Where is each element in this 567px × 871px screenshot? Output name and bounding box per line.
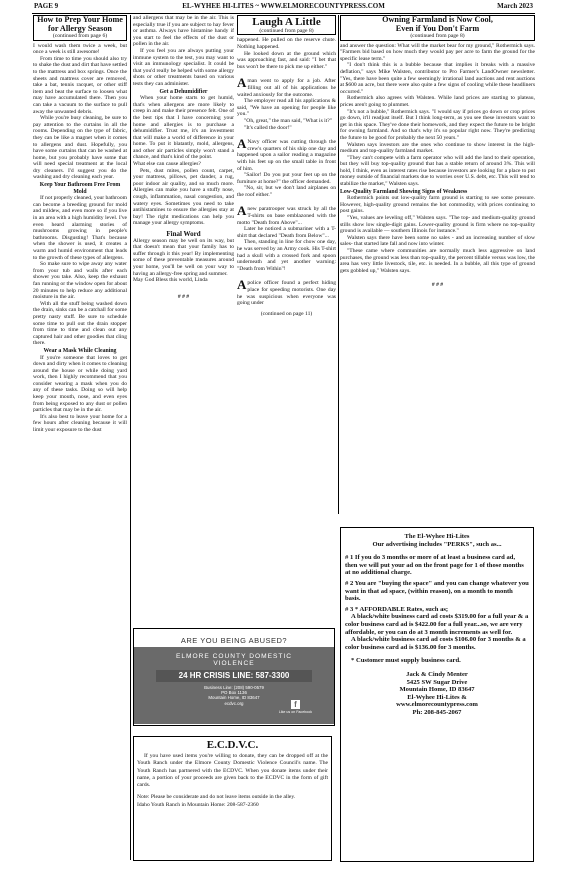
paragraph: If you feel you are always putting your immune system to the test, you may want to visit an immunology specialist. It could be that you'd really be helped with some allergy shots or other treatments based on various tests they can administer. [133, 47, 234, 87]
perks-title: The El-Wyhee Hi-Lites [404, 533, 470, 540]
paragraph: "Yes, values are leveling off," Walsten says. "The top- and medium-quality ground stills show low single-digit gains. Lower-quality ground is firm where no top-quality ground is available — southern Illinois for instance." [340, 215, 535, 235]
laugh-article [237, 15, 336, 615]
paragraph: I would wash them twice a week, but once a week is still awesome! [33, 42, 127, 56]
paragraph: He looked down at the ground which was approaching fast, and said: "I bet that bus won't be there to pick me up either." [237, 50, 336, 70]
paragraph: happened. He pulled on the reserve chute. Nothing happened. [237, 37, 336, 50]
facebook-label: Like us on Facebook [278, 710, 312, 714]
perk-item: # 2 You are "buying the space" and you can change whatever you want in that ad space, (within reason), on a month to month basis. [345, 579, 529, 603]
farmland-title-line2: Even if You Don't Farm [395, 23, 480, 33]
paragraph: If not properly cleaned, your bathroom can become a breeding ground for mold and mildew, and even more so if you live in an area with a high humidity level. I've even heard alarming stories of mushrooms growing in people's bathrooms. Disgusting! That's because when the shower is used, it creates a warm and humid environment that leads to the growth of these types of allergens. [33, 195, 127, 261]
paragraph: So make sure to wipe away any water from your tub and walls after each shower you take. Also, keep the exhaust fan running or the window open for about 20 minutes to help reduce any additional moisture in the air. [33, 261, 127, 301]
paragraph: and allergens that may be in the air. This is especially true if you are subject to hay fever or asthma. Always have histamine handy if you start to feel the effects of the dust or pollen in the air. [133, 15, 234, 48]
crisis-hotline: 24 HR CRISIS LINE: 587-3300 [156, 670, 312, 682]
contact-street: 5425 SW Sugar Drive [406, 678, 468, 686]
website: ecdvc.org [224, 700, 244, 706]
paragraph: Later he noticed a submariner with a T-shirt that declared "Death from Below"... [237, 226, 336, 239]
subheading: Final Word [166, 230, 201, 238]
paragraph: "Oh, great," the man said, "What is it?" [244, 117, 333, 124]
perks-box [340, 527, 534, 862]
perk-note: * Customer must supply business card. [351, 657, 461, 665]
abuse-ad-panel [134, 647, 334, 724]
paragraph: What else can cause allergies? [133, 161, 201, 168]
column-divider [130, 15, 131, 860]
farmland-title-box [340, 15, 535, 41]
contact-city: Mountain Home, ID 83647 [399, 686, 475, 694]
paragraph: Idaho Youth Ranch in Mountain Home: 208-587-2360 [137, 801, 259, 808]
paragraph: The employer read all his applications & said, "We have an opening for people like you." [237, 98, 336, 118]
facebook-icon: f [291, 700, 300, 709]
paragraph: "These came where communities are normally much less aggressive on land purchases, the ground was less than top-quality, the percent tillable versus was low, the area has very little livestock, tile, etc. is needed. In a bubble, all this type of ground gets gobbled up," Walsten says. [340, 248, 535, 274]
subheading: Wear a Mask While Cleaning [43, 347, 117, 354]
joke: A Navy officer was cutting through the crew's quarters of his ship one day and happened upon a sailor reading a magazine with his feet up on the small table in front of him. [237, 136, 336, 172]
allergy-title: How to Prep Your Home for Allergy Season [37, 15, 123, 33]
po-box: PO Box 1136 [221, 690, 247, 696]
perk-item: # 1 If you do 3 months or more of at least a business card ad, then we will put your ad on the front page for 1 of those months at no additional charge. [345, 554, 524, 577]
paragraph: Walsten says there have been some no sales - and an increasing number of slow sales- that started late fall and now into winter. [340, 234, 535, 248]
laugh-title-box [237, 15, 336, 35]
allergy-article-col1 [33, 15, 127, 862]
paragraph: If you're someone that loves to get down and dirty when it comes to cleaning around the house or while doing yard work, then I highly recommend that you consider wearing a mask when you do any of these tasks. Doing so will help keep your mouth, nose, and even eyes from being exposed to any dust or pollen particles that may be in the air. [33, 354, 127, 414]
laugh-title: Laugh A Little [252, 16, 321, 28]
publication-banner: EL-WYHEE HI-LITES ~ WWW.ELMORECOUNTYPRESS.COM [182, 2, 385, 10]
paragraph: "It's not a bubble," Rothermich says. "I would say if prices go down or crop prices go down, it'll readjust itself. But I think long-term, as you see these investors want to get in this space. They've done their homework, and they expect the future to be bright for owning farmland. And so that's why it's so popular right now. They're predicting the future to be good for probably the next 50 years." [340, 108, 535, 141]
column-divider [338, 15, 339, 514]
page-header [0, 0, 567, 13]
paragraph: "I don't think this is a bubble because that implies it breaks with a massive deflation," says Mike Walsten, contributor to Pro Farmer's LandOwner newsletter. "Yes, there have been quite a few seemingly irrational land auctions and rent auctions at $600 an acre, but there were also quite a few signs of cooling while these headliners occurred." [340, 62, 535, 95]
facebook-block [279, 700, 312, 714]
subheading: Keep Your Bathroom Free From Mold [39, 182, 121, 195]
contact-phone: Ph: 208-845-2067 [412, 708, 462, 716]
page-number: PAGE 9 [34, 2, 59, 10]
paragraph: From time to time you should also try to shake the dust and dirt that have settled to the mattress and box springs. Once the sheets and mattress cover are removed, take a bat, tennis racquet, or other stiff item and beat the surface to loosen what may have accumulated there. Then you can take a vacuum to the surface to pull away the unwanted debris. [33, 55, 127, 115]
paragraph: Rothermich also agrees with Walsten. While land prices are starting to plateau, prices aren't going to plummet. [340, 95, 535, 108]
contact-website: www.elmorecountypress.com [396, 701, 478, 709]
contact-info [345, 671, 529, 717]
ecdvc-box [133, 736, 332, 861]
farmland-article [340, 15, 535, 515]
paragraph: "It's called the door!" [244, 124, 292, 131]
paragraph: Pets, dust mites, pollen count, carpet, your mattress, pillows, pet dander, a rug, poor indoor air quality, and so much more. Allergies can make you have a stuffy nose, cough, inflammation, nasal congestion, and watery eyes. Sometimes you need to take antihistamines to ensure the allergies stay at bay! The right medications can help you manage your allergy symptoms. [133, 167, 234, 227]
joke: A police officer found a perfect hiding place for speeding motorists. One day he was suspicious when everyone was going under [237, 277, 336, 307]
paragraph: If you have used items you're willing to donate, they can be dropped off at the Youth Ranch under the Elmore County Domestic Violence Council's name. The Youth Ranch has partnered with the ECDVC. When you donate items under their name, a portion of your proceeds are given back to the ECDVC in the form of gift cards. [137, 753, 328, 789]
paragraph: Walsten says investors are the ones who continue to show interest in the high-medium and top-quality farmland market. [340, 141, 535, 155]
paragraph: When your home starts to get humid, that's when allergens are more likely to creep in and make their presence felt. One of the best tips that I have concerning your home and allergies is to purchase a dehumidifier. Trust me, it's an investment that will make a world of difference in your home. To put it blatantly, mold, allergens, and other air particles simply won't stand a chance, and that's kind of the point. [133, 95, 234, 161]
allergy-article-col2 [133, 15, 234, 615]
paragraph: "They can't compete with a farm operator who will add the land to their operation, but they will buy top-quality ground that has a stable return of around 3%. This will hold, I think, even as interest rates rise because investors are looking for a place to put money outside of financial markets due to worries over U.S. debt, etc. This will tend to stabilize the market," Walsten says. [340, 154, 535, 188]
contact-names: Jack & Cindy Menter [406, 670, 468, 678]
header-rule [32, 13, 535, 14]
org-name-line1: ELMORE COUNTY DOMESTIC [175, 653, 293, 660]
laugh-continued: (continued from page 8) [259, 28, 314, 34]
paragraph: It's also best to leave your home for a few hours after cleaning because it will limit your exposure to the dust [33, 413, 127, 434]
paragraph: Note: Please be considerate and do not leave items outside in the alley. [137, 794, 296, 801]
perk-item: # 3 * AFFORDABLE Rates, such as; [345, 605, 449, 613]
subheading: Get a Dehumidifier [159, 88, 208, 95]
allergy-title-box [33, 15, 127, 41]
signoff: May God Bless this world, Linda [133, 277, 208, 284]
paragraph: "No, sir, but we don't land airplanes on the roof either." [237, 185, 336, 198]
end-marker: # # # [177, 293, 190, 300]
perks-subtitle: Our advertising includes "PERKS", such as... [372, 540, 502, 548]
joke: A new paratrooper was struck by all the T-shirts on base emblazoned with the motto "Death from Above"... [237, 203, 336, 226]
abuse-ad [133, 628, 335, 726]
end-marker: # # # [431, 282, 444, 289]
joke: A man went to apply for a job. After filling out all of his applications he waited anxiously for the outcome. [237, 75, 336, 98]
farmland-continued: (continued from page 8) [410, 33, 465, 40]
paragraph: "Sailor! Do you put your feet up on the furniture at home?" the officer demanded. [237, 172, 336, 185]
paragraph: While you're busy cleaning, be sure to pay attention to the curtains in all the rooms. Depending on the type of fabric, they can be like a magnet when it comes to allergens and dust. Hopefully, you have some curtains that can be washed at home, but you probably have some that will need special treatment at the local dry cleaners. I'd suggest you do the washing and dry cleaning each year. [33, 115, 127, 181]
abuse-question: ARE YOU BEING ABUSED? [180, 636, 288, 645]
city-state: Mountain Home, ID 83647 [208, 695, 260, 701]
paragraph: Allergy season may be well on its way, but that doesn't mean that your family has to suffer through it this year! By implementing some of these preventable measures around your home, you'll be well on your way to having an allergy-free spring and summer. [133, 237, 234, 277]
laugh-continued-on: (continued on page 11) [260, 310, 313, 317]
farmland-title-line1: Owning Farmland is Now Cool, [382, 15, 493, 24]
paragraph: and answer the question: What will the market bear for my ground," Rothermich says. "Farmers bid based on how much they would pay per acre to farm the ground for the specific lease term." [340, 42, 535, 62]
subheading: Low-Quality Farmland Showing Signs of Weakness [340, 188, 468, 195]
allergy-continued: (continued from page 6) [52, 33, 108, 40]
issue-date: March 2023 [497, 2, 533, 10]
paragraph: With all the stuff being washed down the drain, sinks can be a catchall for some pretty nasty stuff. Be sure to schedule some time to pull out the drain stopper from time to time and clean out any captured hair and other goodies that cling there. [33, 300, 127, 347]
contact-pub: El-Wyhee Hi-Lites & [407, 693, 467, 701]
perk-item: A black/white business card ad costs $106.00 for 3 months & a color business card ad is $136.00 for 3 months. [345, 636, 526, 651]
org-name-line2: VIOLENCE [213, 660, 255, 667]
paragraph: Rothermich points out low-quality farm ground is starting to see some pressure. However, high-quality ground remains the hot commodity, with prices continuing to post gains. [340, 195, 535, 215]
perk-item: A black/white business card ad costs $319.00 for a full year & a color business card ad is $422.00 for a full year...so, we are very affordable, or you can do at 3 month increments as well for. [345, 613, 529, 636]
business-line: Business Line: (208) 590-0579 [204, 685, 264, 690]
ecdvc-title: E.C.D.V.C. [206, 739, 259, 751]
paragraph: Then, standing in line for chow one day, he was served by an Army cook. His T-shirt had a skull with a crossed fork and spoon underneath and yet another warning: "Death from Within"! [237, 239, 336, 272]
